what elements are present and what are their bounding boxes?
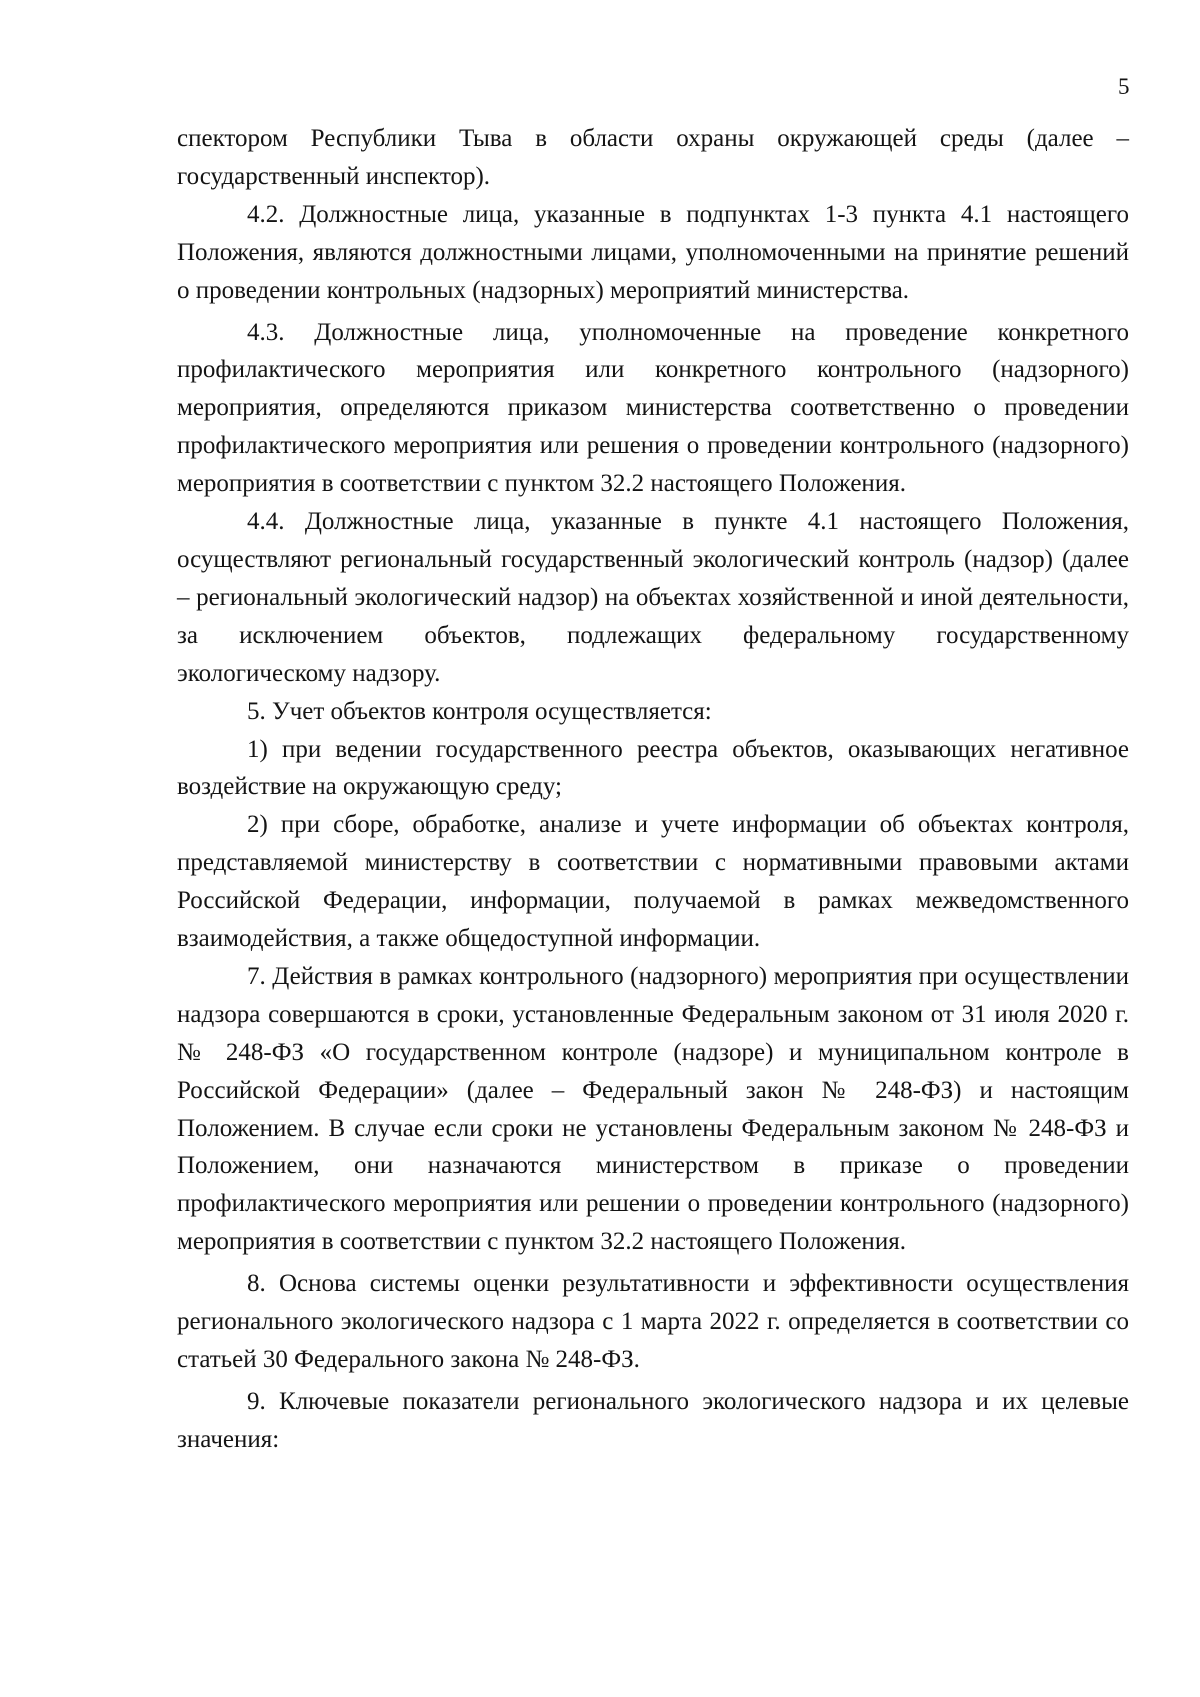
paragraph-8: 8. Основа системы оценки результативности и эффективности осуществления регионального экологического надзора с 1 марта 2022 г. определяется в соответствии со статьей 30 Федерального закона № 248-ФЗ. [177, 1270, 1129, 1373]
page-number: 5 [1118, 74, 1130, 99]
paragraph-continuation: спектором Республики Тыва в области охраны окружающей среды (далее – государственный инспектор). [177, 125, 1129, 190]
paragraph-9: 9. Ключевые показатели регионального экологического надзора и их целевые значения: [177, 1387, 1129, 1453]
list-item-2: 2) при сборе, обработке, анализе и учете информации об объектах контроля, представляемой министерству в соответствии с нормативными правовыми актами Российской Федерации, информации, получаемой в рамках межведомственного взаимодействия, а также общедоступной информации. [177, 811, 1129, 953]
list-item-1: 1) при ведении государственного реестра объектов, оказывающих негативное воздействие на окружающую среду; [177, 735, 1129, 801]
document-body [177, 120, 1129, 1459]
paragraph-4-4: 4.4. Должностные лица, указанные в пункте 4.1 настоящего Положения, осуществляют региональный государственный экологический контроль (надзор) (далее – региональный экологический надзор) на объектах хозяйственной и иной деятельности, за исключением объектов, подлежащих федеральному государственному экологическому надзору. [177, 508, 1129, 687]
paragraph-4-2: 4.2. Должностные лица, указанные в подпунктах 1-3 пункта 4.1 настоящего Положения, являются должностными лицами, уполномоченными на принятие решений о проведении контрольных (надзорных) мероприятий министерства. [177, 200, 1129, 304]
paragraph-4-3: 4.3. Должностные лица, уполномоченные на проведение конкретного профилактического мероприятия или конкретного контрольного (надзорного) мероприятия, определяются приказом министерства соответственно о проведении профилактического мероприятия или решения о проведении контрольного (надзорного) мероприятия в соответствии с пунктом 32.2 настоящего Положения. [177, 318, 1129, 498]
paragraph-7: 7. Действия в рамках контрольного (надзорного) мероприятия при осуществлении надзора совершаются в сроки, установленные Федеральным законом от 31 июля 2020 г. № 248-ФЗ «О государственном контроле (надзоре) и муниципальном контроле в Российской Федерации» (далее – Федеральный закон № 248-ФЗ) и настоящим Положением. В случае если сроки не установлены Федеральным законом № 248-ФЗ и Положением, они назначаются министерством в приказе о проведении профилактического мероприятия или решении о проведении контрольного (надзорного) мероприятия в соответствии с пунктом 32.2 настоящего Положения. [177, 962, 1129, 1256]
paragraph-5: 5. Учет объектов контроля осуществляется: [247, 697, 712, 725]
